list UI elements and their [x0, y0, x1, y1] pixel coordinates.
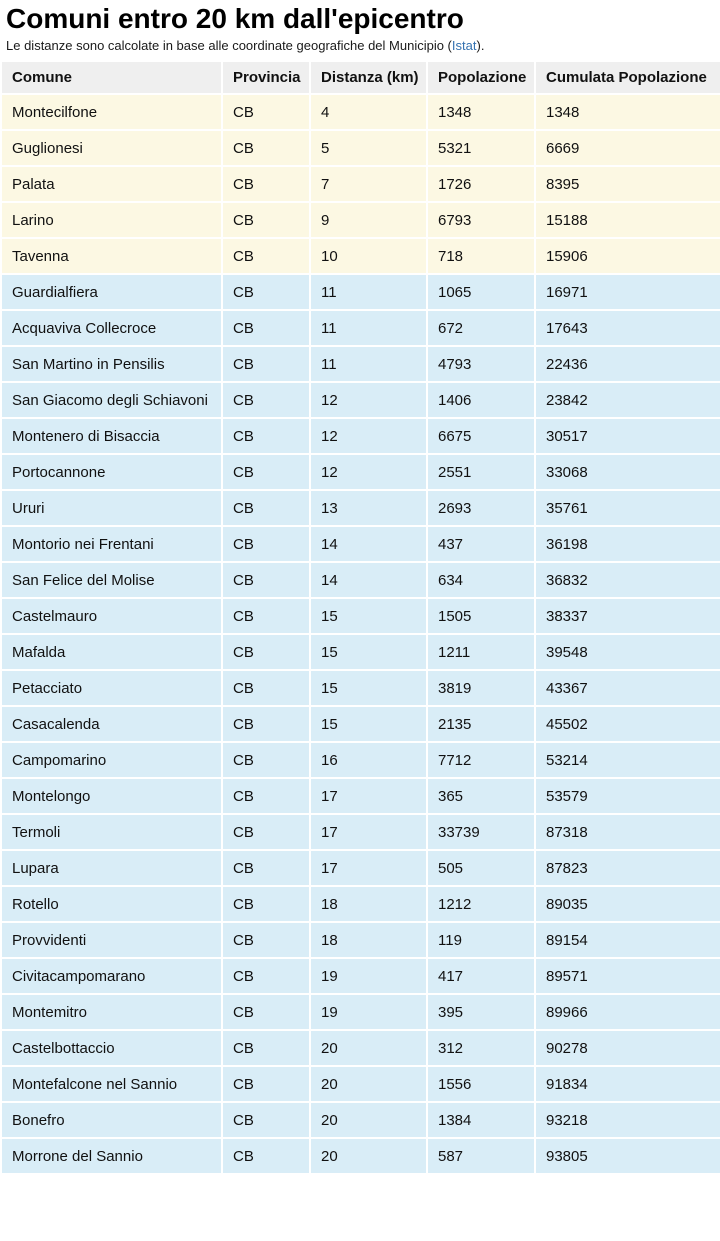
page-header [0, 0, 720, 54]
cell-comune: Montenero di Bisaccia [1, 418, 222, 454]
cell-comune: Petacciato [1, 670, 222, 706]
table-row [1, 850, 720, 886]
cell-cumulata-popolazione: 89571 [535, 958, 720, 994]
cell-provincia: CB [222, 850, 310, 886]
cell-provincia: CB [222, 706, 310, 742]
cell-distanza-km: 9 [310, 202, 427, 238]
cell-cumulata-popolazione: 17643 [535, 310, 720, 346]
table-row [1, 562, 720, 598]
table-row [1, 814, 720, 850]
table-row [1, 382, 720, 418]
cell-cumulata-popolazione: 91834 [535, 1066, 720, 1102]
cell-cumulata-popolazione: 45502 [535, 706, 720, 742]
cell-comune: Montorio nei Frentani [1, 526, 222, 562]
cell-comune: Lupara [1, 850, 222, 886]
cell-comune: Guardialfiera [1, 274, 222, 310]
cell-distanza-km: 5 [310, 130, 427, 166]
cell-popolazione: 1505 [427, 598, 535, 634]
cell-popolazione: 365 [427, 778, 535, 814]
cell-distanza-km: 12 [310, 454, 427, 490]
cell-comune: Montelongo [1, 778, 222, 814]
cell-comune: Guglionesi [1, 130, 222, 166]
cell-distanza-km: 20 [310, 1102, 427, 1138]
cell-provincia: CB [222, 634, 310, 670]
cell-distanza-km: 17 [310, 814, 427, 850]
cell-distanza-km: 15 [310, 634, 427, 670]
table-row [1, 1066, 720, 1102]
cell-provincia: CB [222, 202, 310, 238]
table-row [1, 94, 720, 130]
cell-provincia: CB [222, 778, 310, 814]
cell-provincia: CB [222, 958, 310, 994]
table-row [1, 238, 720, 274]
cell-provincia: CB [222, 454, 310, 490]
cell-cumulata-popolazione: 30517 [535, 418, 720, 454]
cell-popolazione: 1556 [427, 1066, 535, 1102]
cell-provincia: CB [222, 1138, 310, 1174]
cell-comune: Larino [1, 202, 222, 238]
cell-distanza-km: 13 [310, 490, 427, 526]
col-header-comune: Comune [1, 61, 222, 94]
cell-provincia: CB [222, 490, 310, 526]
col-header-distanza-km: Distanza (km) [310, 61, 427, 94]
cell-provincia: CB [222, 922, 310, 958]
cell-distanza-km: 14 [310, 526, 427, 562]
table-row [1, 454, 720, 490]
cell-distanza-km: 11 [310, 310, 427, 346]
cell-provincia: CB [222, 130, 310, 166]
cell-distanza-km: 14 [310, 562, 427, 598]
cell-provincia: CB [222, 94, 310, 130]
table-row [1, 922, 720, 958]
cell-cumulata-popolazione: 89154 [535, 922, 720, 958]
cell-popolazione: 6793 [427, 202, 535, 238]
table-row [1, 886, 720, 922]
cell-distanza-km: 11 [310, 274, 427, 310]
cell-comune: Bonefro [1, 1102, 222, 1138]
cell-cumulata-popolazione: 23842 [535, 382, 720, 418]
cell-cumulata-popolazione: 53579 [535, 778, 720, 814]
cell-distanza-km: 11 [310, 346, 427, 382]
cell-comune: Morrone del Sannio [1, 1138, 222, 1174]
col-header-provincia: Provincia [222, 61, 310, 94]
table-row [1, 1102, 720, 1138]
cell-comune: Termoli [1, 814, 222, 850]
cell-provincia: CB [222, 526, 310, 562]
cell-popolazione: 505 [427, 850, 535, 886]
cell-comune: San Martino in Pensilis [1, 346, 222, 382]
cell-popolazione: 6675 [427, 418, 535, 454]
cell-popolazione: 119 [427, 922, 535, 958]
cell-popolazione: 587 [427, 1138, 535, 1174]
cell-distanza-km: 15 [310, 706, 427, 742]
cell-distanza-km: 18 [310, 886, 427, 922]
cell-cumulata-popolazione: 87318 [535, 814, 720, 850]
cell-popolazione: 1065 [427, 274, 535, 310]
table-row [1, 490, 720, 526]
cell-distanza-km: 17 [310, 850, 427, 886]
cell-comune: Portocannone [1, 454, 222, 490]
cell-comune: Montemitro [1, 994, 222, 1030]
table-row [1, 670, 720, 706]
cell-popolazione: 437 [427, 526, 535, 562]
cell-distanza-km: 12 [310, 418, 427, 454]
cell-cumulata-popolazione: 89966 [535, 994, 720, 1030]
cell-provincia: CB [222, 166, 310, 202]
cell-comune: Acquaviva Collecroce [1, 310, 222, 346]
cell-provincia: CB [222, 382, 310, 418]
table-row [1, 1030, 720, 1066]
table-row [1, 418, 720, 454]
cell-cumulata-popolazione: 35761 [535, 490, 720, 526]
cell-distanza-km: 17 [310, 778, 427, 814]
cell-popolazione: 2693 [427, 490, 535, 526]
table-row [1, 130, 720, 166]
cell-popolazione: 2551 [427, 454, 535, 490]
table-row [1, 310, 720, 346]
cell-comune: Mafalda [1, 634, 222, 670]
cell-distanza-km: 19 [310, 958, 427, 994]
subtitle [6, 38, 712, 54]
cell-provincia: CB [222, 598, 310, 634]
cell-popolazione: 1211 [427, 634, 535, 670]
cell-cumulata-popolazione: 8395 [535, 166, 720, 202]
cell-cumulata-popolazione: 89035 [535, 886, 720, 922]
cell-distanza-km: 12 [310, 382, 427, 418]
cell-popolazione: 672 [427, 310, 535, 346]
table-row [1, 526, 720, 562]
table-body [1, 94, 720, 1174]
cell-cumulata-popolazione: 93218 [535, 1102, 720, 1138]
cell-distanza-km: 20 [310, 1066, 427, 1102]
cell-comune: Casacalenda [1, 706, 222, 742]
cell-popolazione: 7712 [427, 742, 535, 778]
cell-provincia: CB [222, 742, 310, 778]
cell-provincia: CB [222, 310, 310, 346]
cell-provincia: CB [222, 886, 310, 922]
cell-comune: Ururi [1, 490, 222, 526]
comuni-table [0, 60, 720, 1175]
cell-comune: Tavenna [1, 238, 222, 274]
page-title: Comuni entro 20 km dall'epicentro [6, 3, 464, 34]
cell-cumulata-popolazione: 36832 [535, 562, 720, 598]
table-row [1, 958, 720, 994]
cell-provincia: CB [222, 1030, 310, 1066]
cell-cumulata-popolazione: 22436 [535, 346, 720, 382]
cell-popolazione: 2135 [427, 706, 535, 742]
cell-comune: Provvidenti [1, 922, 222, 958]
table-header-row [1, 61, 720, 94]
table-row [1, 346, 720, 382]
cell-popolazione: 3819 [427, 670, 535, 706]
cell-distanza-km: 20 [310, 1138, 427, 1174]
cell-cumulata-popolazione: 39548 [535, 634, 720, 670]
cell-provincia: CB [222, 670, 310, 706]
cell-popolazione: 4793 [427, 346, 535, 382]
cell-provincia: CB [222, 1066, 310, 1102]
table-row [1, 994, 720, 1030]
subtitle-suffix: ). [476, 38, 485, 53]
cell-comune: Campomarino [1, 742, 222, 778]
cell-comune: Castelbottaccio [1, 1030, 222, 1066]
cell-distanza-km: 16 [310, 742, 427, 778]
cell-popolazione: 634 [427, 562, 535, 598]
table-row [1, 202, 720, 238]
cell-provincia: CB [222, 418, 310, 454]
cell-distanza-km: 10 [310, 238, 427, 274]
table-row [1, 634, 720, 670]
cell-cumulata-popolazione: 53214 [535, 742, 720, 778]
col-header-popolazione: Popolazione [427, 61, 535, 94]
cell-cumulata-popolazione: 1348 [535, 94, 720, 130]
cell-distanza-km: 19 [310, 994, 427, 1030]
cell-comune: Palata [1, 166, 222, 202]
cell-cumulata-popolazione: 16971 [535, 274, 720, 310]
cell-cumulata-popolazione: 43367 [535, 670, 720, 706]
table-row [1, 598, 720, 634]
cell-popolazione: 1348 [427, 94, 535, 130]
cell-popolazione: 1212 [427, 886, 535, 922]
cell-provincia: CB [222, 814, 310, 850]
cell-provincia: CB [222, 238, 310, 274]
table-row [1, 1138, 720, 1174]
table-row [1, 778, 720, 814]
cell-popolazione: 718 [427, 238, 535, 274]
cell-cumulata-popolazione: 93805 [535, 1138, 720, 1174]
cell-comune: San Giacomo degli Schiavoni [1, 382, 222, 418]
cell-comune: Montecilfone [1, 94, 222, 130]
subtitle-text: Le distanze sono calcolate in base alle coordinate geografiche del Municipio ( [6, 38, 452, 53]
table-row [1, 274, 720, 310]
cell-comune: San Felice del Molise [1, 562, 222, 598]
cell-popolazione: 1726 [427, 166, 535, 202]
cell-popolazione: 312 [427, 1030, 535, 1066]
cell-provincia: CB [222, 562, 310, 598]
cell-distanza-km: 4 [310, 94, 427, 130]
cell-cumulata-popolazione: 87823 [535, 850, 720, 886]
cell-distanza-km: 20 [310, 1030, 427, 1066]
cell-provincia: CB [222, 274, 310, 310]
cell-cumulata-popolazione: 15906 [535, 238, 720, 274]
cell-cumulata-popolazione: 90278 [535, 1030, 720, 1066]
cell-cumulata-popolazione: 38337 [535, 598, 720, 634]
istat-link[interactable]: Istat [451, 38, 477, 53]
cell-provincia: CB [222, 994, 310, 1030]
cell-distanza-km: 18 [310, 922, 427, 958]
cell-comune: Castelmauro [1, 598, 222, 634]
col-header-cumulata-popolazione: Cumulata Popolazione [535, 61, 720, 94]
cell-distanza-km: 15 [310, 670, 427, 706]
cell-popolazione: 417 [427, 958, 535, 994]
cell-popolazione: 5321 [427, 130, 535, 166]
table-row [1, 742, 720, 778]
cell-popolazione: 33739 [427, 814, 535, 850]
cell-popolazione: 1406 [427, 382, 535, 418]
cell-comune: Montefalcone nel Sannio [1, 1066, 222, 1102]
cell-comune: Civitacampomarano [1, 958, 222, 994]
cell-popolazione: 395 [427, 994, 535, 1030]
cell-comune: Rotello [1, 886, 222, 922]
table-row [1, 166, 720, 202]
cell-distanza-km: 15 [310, 598, 427, 634]
table-row [1, 706, 720, 742]
cell-distanza-km: 7 [310, 166, 427, 202]
cell-provincia: CB [222, 1102, 310, 1138]
cell-cumulata-popolazione: 15188 [535, 202, 720, 238]
cell-popolazione: 1384 [427, 1102, 535, 1138]
cell-cumulata-popolazione: 36198 [535, 526, 720, 562]
cell-provincia: CB [222, 346, 310, 382]
cell-cumulata-popolazione: 6669 [535, 130, 720, 166]
cell-cumulata-popolazione: 33068 [535, 454, 720, 490]
